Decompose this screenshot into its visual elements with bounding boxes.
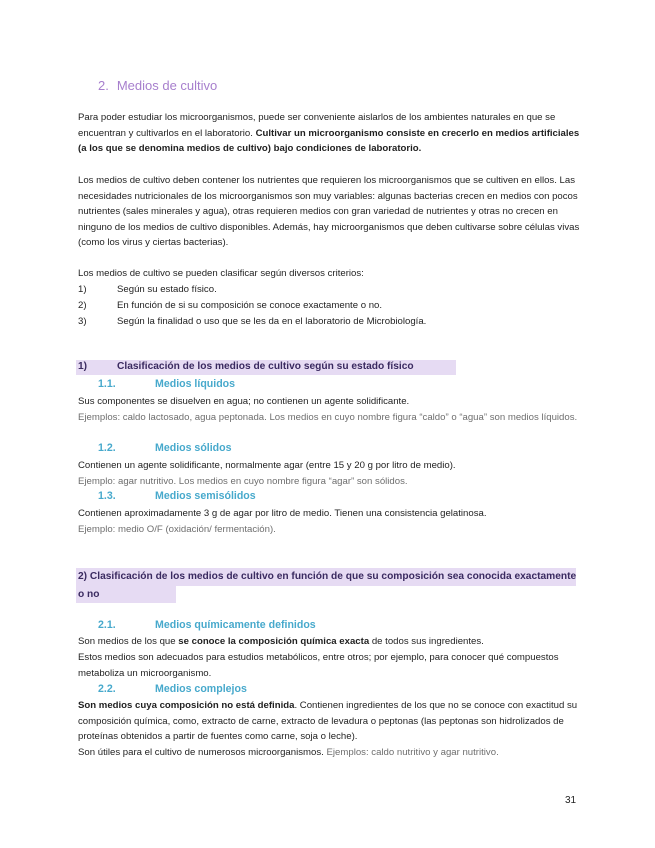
subsection-paragraph: Estos medios son adecuados para estudios metabólicos, entre otros; por ejemplo, para conocer qué compuestos metaboliza un microorganismo. <box>78 652 559 679</box>
section1-title: Clasificación de los medios de cultivo según su estado físico <box>117 361 414 372</box>
example-text: Ejemplos: caldo nutritivo y agar nutritivo. <box>326 747 499 758</box>
criteria-intro: Los medios de cultivo se pueden clasificar según diversos criterios: <box>78 268 364 279</box>
list-item-text: Según la finalidad o uso que se les da en el laboratorio de Microbiología. <box>117 316 427 327</box>
intro-bold-text: Cultivar un microorganismo consiste en crecerlo en medios artificiales (a los que se denomina medios de cultivo) bajo condiciones de laboratorio. <box>78 127 580 155</box>
list-item <box>78 282 217 298</box>
section-heading <box>98 78 217 93</box>
list-item-number: 3) <box>78 316 87 327</box>
page-number: 31 <box>565 795 577 806</box>
bold-text: Son medios cuya composición no está definida <box>78 700 295 711</box>
text: Son medios de los que <box>78 636 179 647</box>
subsection-title: Medios sólidos <box>155 442 232 454</box>
list-item <box>78 314 426 330</box>
subsection-number: 2.1. <box>98 619 116 631</box>
subsection-title: Medios líquidos <box>155 378 236 390</box>
subsection-paragraph <box>78 745 583 761</box>
text: Son útiles para el cultivo de numerosos microorganismos. <box>78 747 327 758</box>
intro-paragraph <box>78 110 583 157</box>
section1-heading <box>78 361 414 372</box>
list-item <box>78 298 382 314</box>
list-item-number: 1) <box>78 284 87 295</box>
intro-text: Para poder estudiar los microorganismos, puede ser conveniente aislarlos de los ambientes naturales en que se encuentran y cultivarlos en el laboratorio. <box>78 112 556 139</box>
list-item-text: Según su estado físico. <box>117 284 217 295</box>
subsection-title: Medios químicamente definidos <box>155 619 316 631</box>
subsection-title: Medios semisólidos <box>155 490 256 502</box>
subsection-paragraph <box>78 634 583 650</box>
text: de todos sus ingredientes. <box>369 636 484 647</box>
subsection-example: Ejemplos: caldo lactosado, agua peptonada. Los medios en cuyo nombre figura “caldo” o “agua” son medios líquidos. <box>78 412 578 423</box>
subsection-title: Medios complejos <box>155 683 247 695</box>
list-item-number: 2) <box>78 300 87 311</box>
section1-number: 1) <box>78 361 88 372</box>
bold-text: se conoce la composición química exacta <box>178 636 370 647</box>
section-number: 2. <box>98 78 109 93</box>
subsection-example: Ejemplo: agar nutritivo. Los medios en cuyo nombre figura “agar” son sólidos. <box>78 476 408 487</box>
subsection-number: 1.2. <box>98 442 116 454</box>
subsection-description: Sus componentes se disuelven en agua; no contienen un agente solidificante. <box>78 396 410 407</box>
section-title: Medios de cultivo <box>116 78 218 93</box>
nutrients-paragraph: Los medios de cultivo deben contener los nutrientes que requieren los microorganismos que se cultiven en ellos. Las necesidades nutricionales de los microorganismos son muy variables: algunas bacterias crecen en medios con pocos nutrientes (sales minerales y agua), otras requieren medios con gran variedad de nutrientes y otras no crecen en ninguno de los medios de cultivo disponibles. Además, hay microorganismos que deben cultivarse sobre células vivas (como los virus y ciertas bacterias). <box>78 175 580 249</box>
section2-heading: 2) Clasificación de los medios de cultivo en función de que su composición sea conocida exactamente o no <box>78 571 577 600</box>
subsection-description: Contienen un agente solidificante, normalmente agar (entre 15 y 20 g por litro de medio). <box>78 460 456 471</box>
text: . Contienen ingredientes de los que no se conoce con exactitud su composición química, como, extracto de carne, extracto de levadura o peptonas (las peptonas son hidrolizados de proteínas obtenidos a partir de fuentes como carne, soja o leche). <box>78 700 578 743</box>
subsection-number: 2.2. <box>98 683 116 695</box>
subsection-paragraph <box>78 698 583 745</box>
subsection-number: 1.1. <box>98 378 116 390</box>
list-item-text: En función de si su composición se conoce exactamente o no. <box>117 300 383 311</box>
subsection-example: Ejemplo: medio O/F (oxidación/ fermentación). <box>78 524 276 535</box>
subsection-description: Contienen aproximadamente 3 g de agar por litro de medio. Tienen una consistencia gelatinosa. <box>78 508 487 519</box>
subsection-number: 1.3. <box>98 490 116 502</box>
